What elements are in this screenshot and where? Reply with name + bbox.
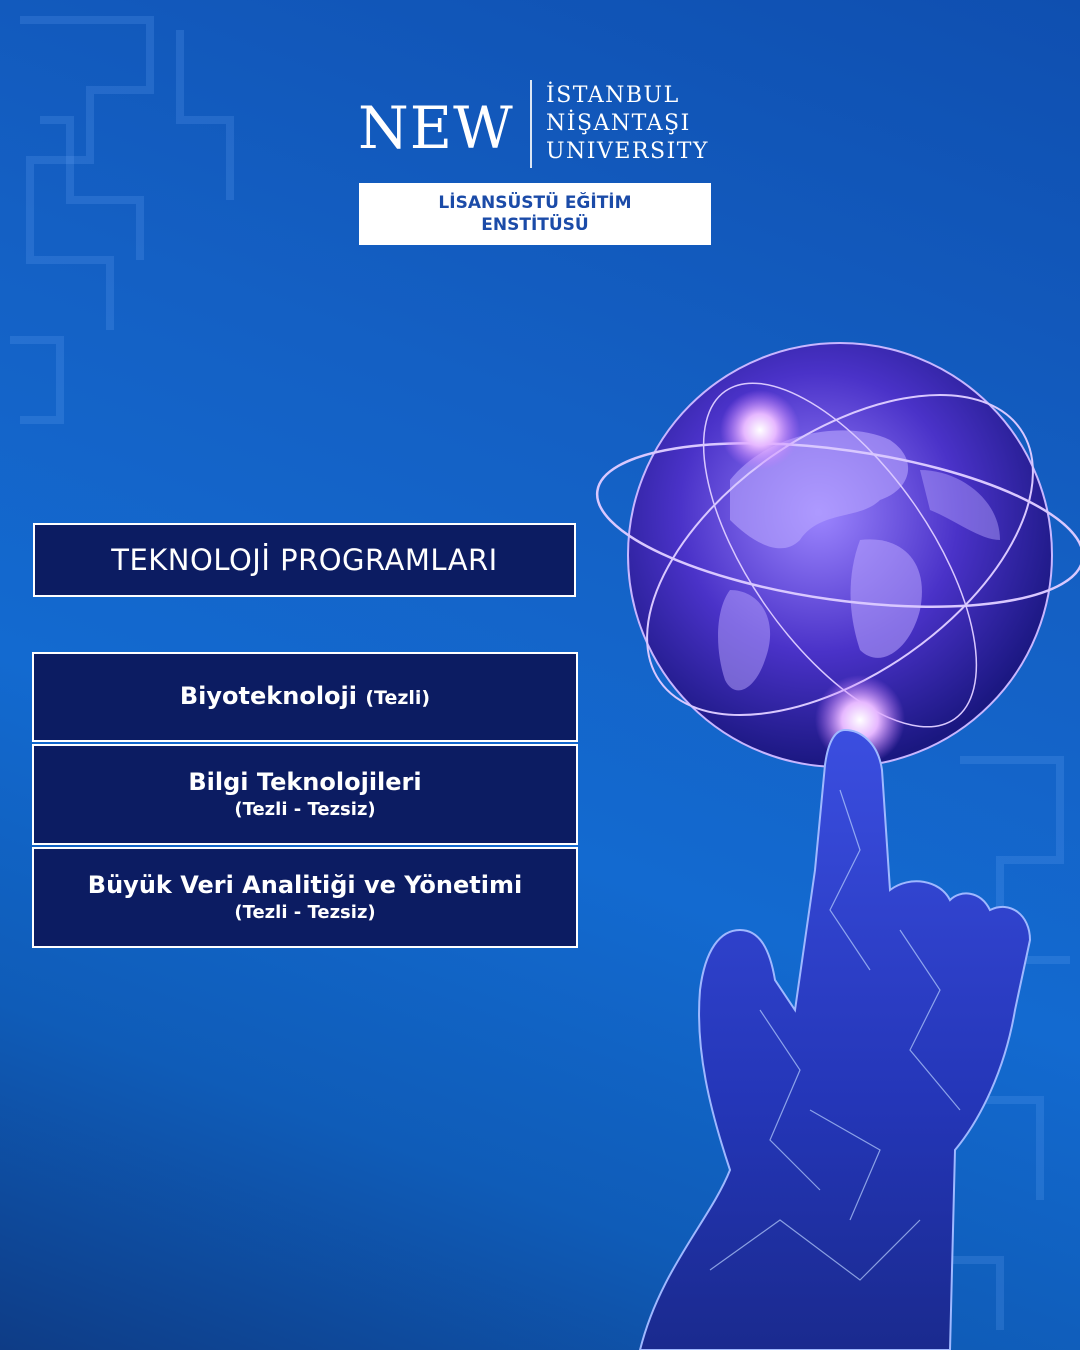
program-card-bilgi-teknolojileri <box>32 744 578 845</box>
logo-wordmark: NEW <box>358 94 514 162</box>
programs-heading-text: TEKNOLOJİ PROGRAMLARI <box>111 543 498 577</box>
logo-line-1: İSTANBUL <box>546 83 680 108</box>
program-type: (Tezli - Tezsiz) <box>234 901 376 923</box>
logo-university-name <box>546 82 709 166</box>
institute-line-1: LİSANSÜSTÜ EĞİTİM <box>438 193 632 213</box>
logo-line-3: UNIVERSITY <box>546 139 709 164</box>
logo-divider <box>530 80 532 168</box>
globe-hand-illustration <box>560 290 1080 1350</box>
institute-line-2: ENSTİTÜSÜ <box>481 215 589 235</box>
globe-icon <box>587 331 1080 780</box>
program-card-buyuk-veri <box>32 847 578 948</box>
pointing-hand-icon <box>640 730 1030 1350</box>
program-name-line <box>180 681 430 713</box>
program-name: Biyoteknoloji <box>179 682 357 710</box>
program-name: Bilgi Teknolojileri <box>188 767 422 796</box>
program-card-biyoteknoloji <box>32 652 578 742</box>
program-type: (Tezli - Tezsiz) <box>234 798 376 820</box>
logo-line-2: NİŞANTAŞI <box>546 111 691 136</box>
programs-heading <box>33 523 576 597</box>
institute-badge <box>359 183 711 245</box>
program-type: (Tezli) <box>365 687 431 709</box>
program-name: Büyük Veri Analitiği ve Yönetimi <box>87 870 523 899</box>
university-logo <box>358 80 713 172</box>
